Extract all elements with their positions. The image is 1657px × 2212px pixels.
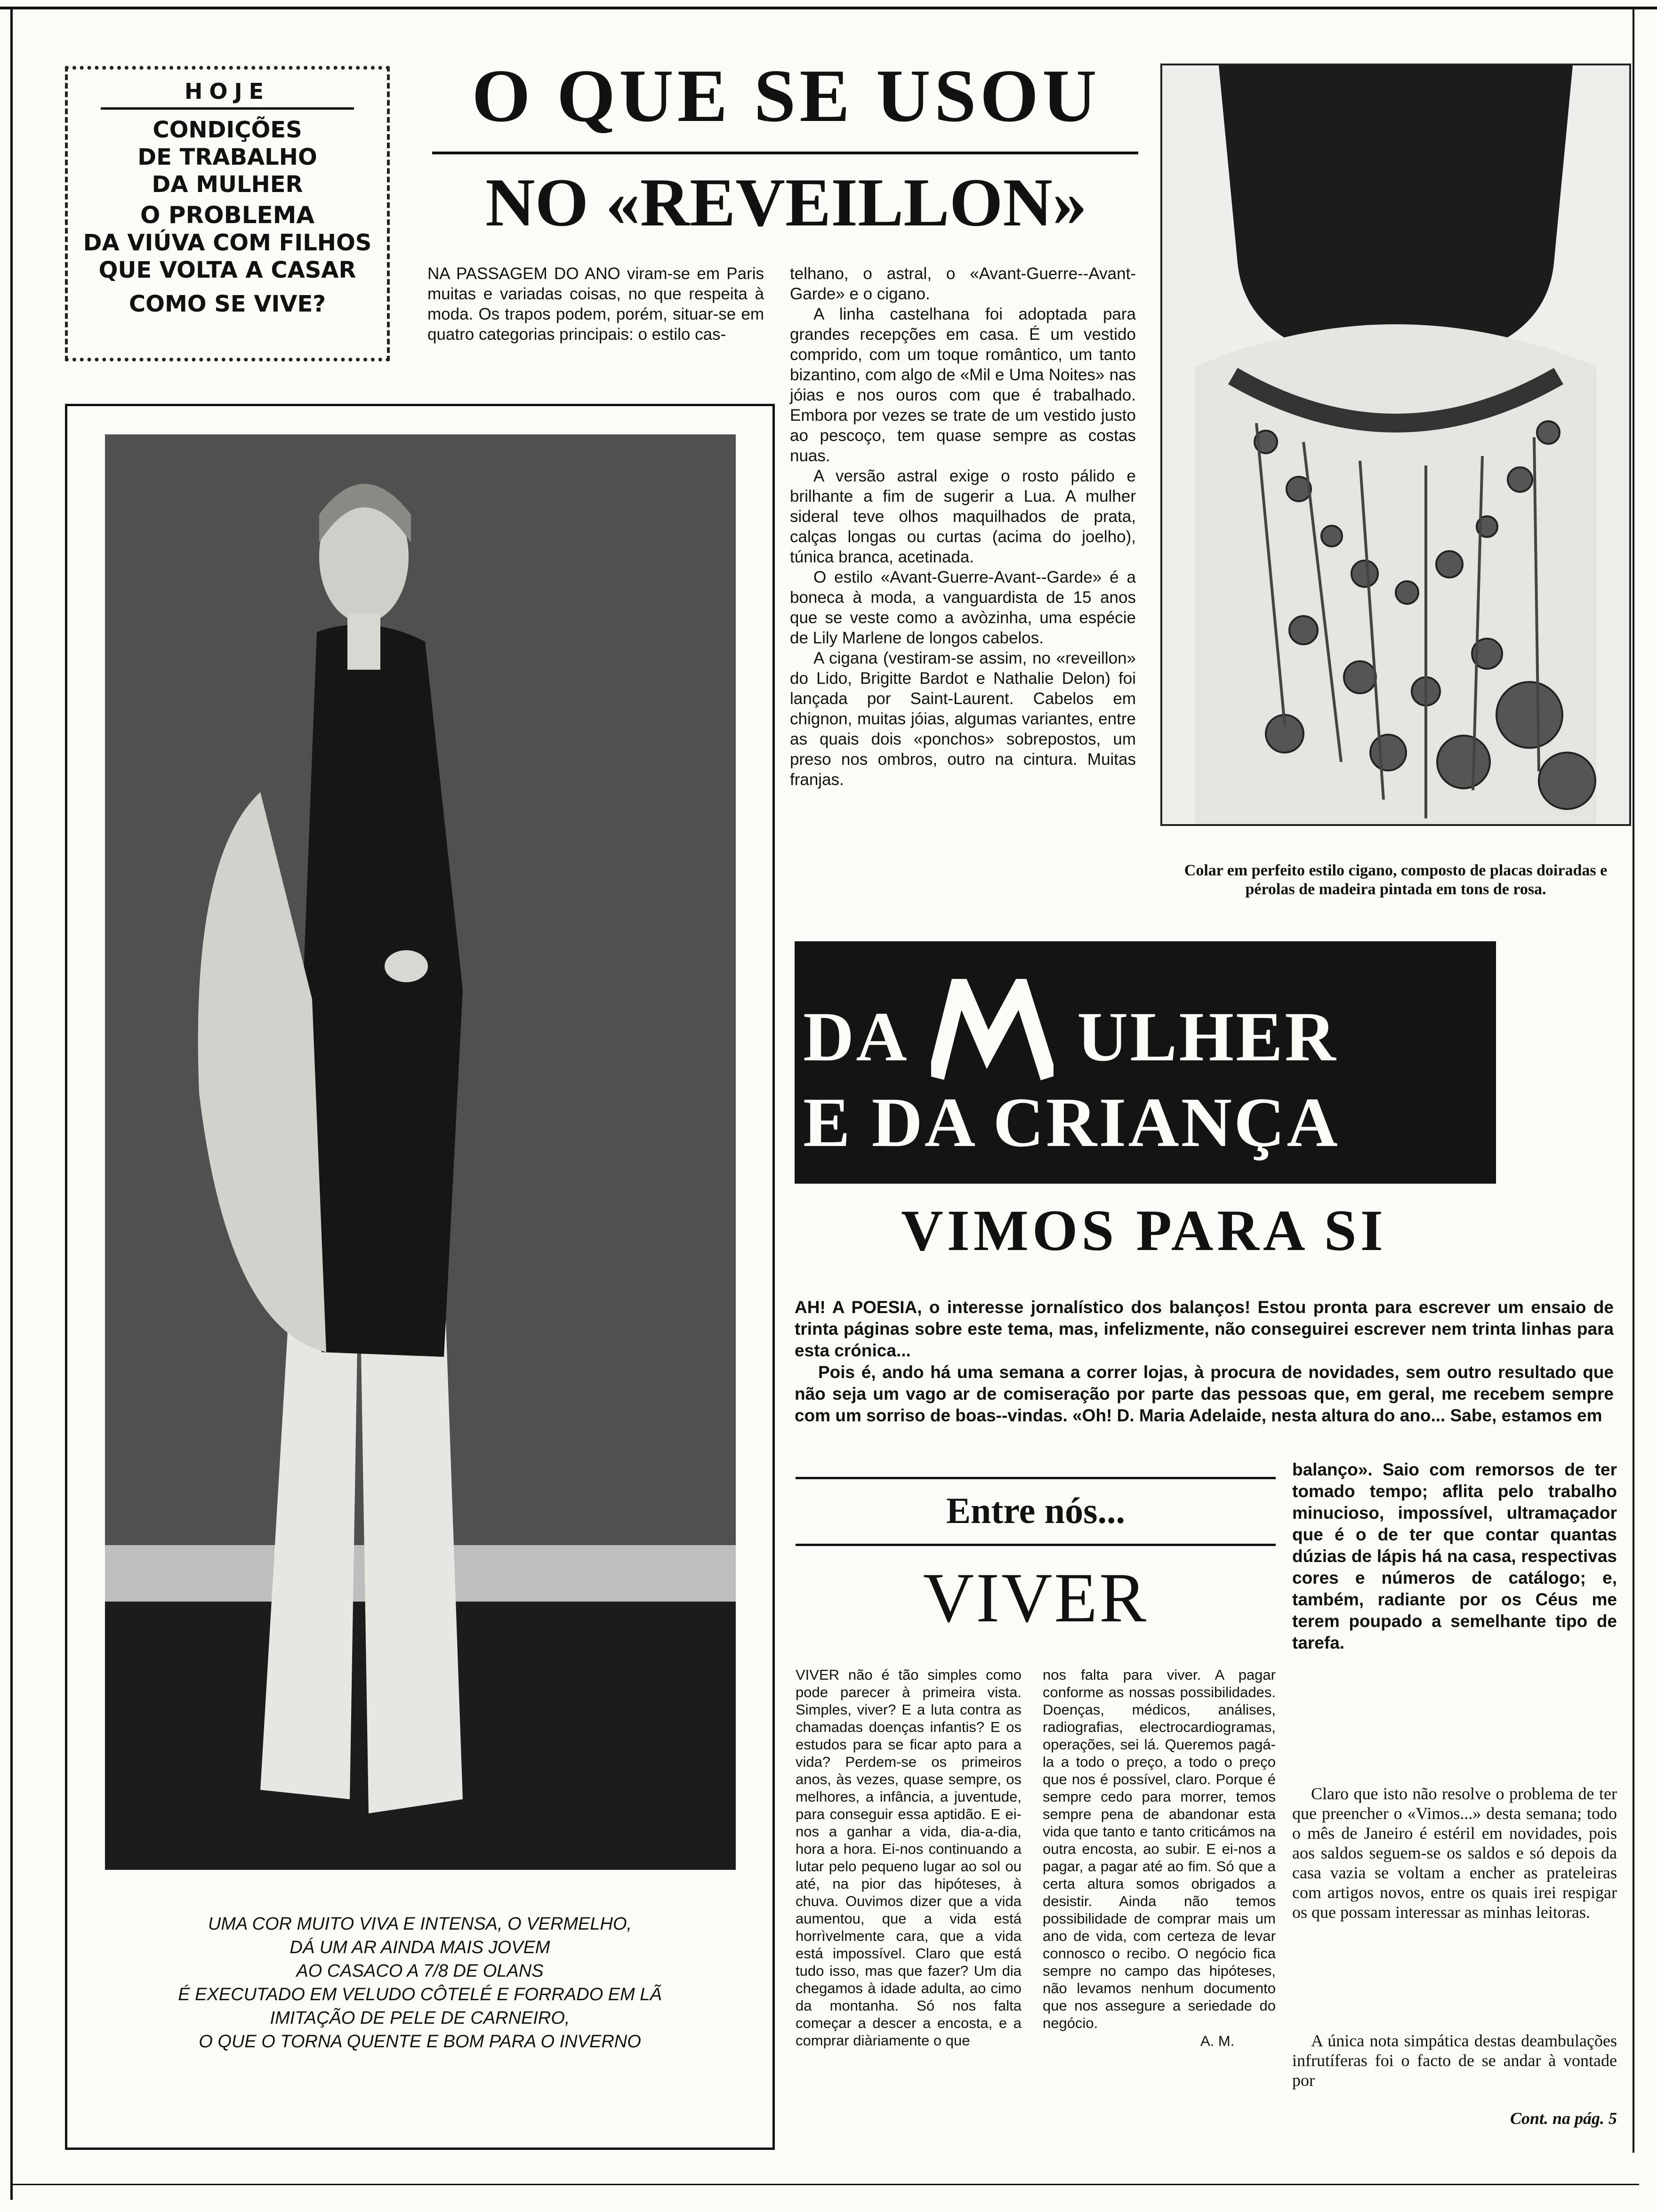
right-border [1633, 7, 1634, 2153]
headline-divider [432, 152, 1138, 154]
bottom-border [10, 2184, 1639, 2185]
viver-headline: VIVER [923, 1559, 1149, 1637]
reveillon-paragraph: A cigana (vestiram-se assim, no «reveillon» do Lido, Brigitte Bardot e Nathalie Delon) foi lançada por Saint-Laurent. Cabelos em chignon, muitas jóias, algumas variantes, entre as quais dois «ponchos» sobrepostos, um preso nos ombros, outro na cintura. Muitas franjas. [790, 649, 1136, 789]
vimos-right-column-p3: A única nota simpática destas deambulações infrutíferas foi o facto de se andar à vontade por [1292, 2031, 1617, 2090]
hoje-item: COMO SE VIVE? [129, 291, 326, 317]
hoje-item: DE TRABALHO [137, 144, 317, 170]
vimos-paragraph: AH! A POESIA, o interesse jornalístico dos balanços! Estou pronta para escrever um ensaio de trinta páginas sobre este tema, mas, infelizmente, não conseguirei escrever nem trinta linhas para esta crónica... [795, 1298, 1614, 1360]
photo-caption-line: DÁ UM AR AINDA MAIS JOVEM [290, 1938, 550, 1957]
vimos-intro [795, 1297, 1614, 1427]
viver-kicker: Entre nós... [946, 1490, 1125, 1531]
photo-caption-line: É EXECUTADO EM VELUDO CÔTELÉ E FORRADO EM LÃ [178, 1985, 662, 2004]
section-banner [795, 941, 1496, 1184]
viver-rule-top [796, 1477, 1276, 1479]
left-border [10, 7, 13, 2200]
necklace-photo [1162, 65, 1629, 824]
hoje-item: DA VIÚVA COM FILHOS [83, 230, 372, 256]
reveillon-headline-1: O QUE SE USOU [472, 54, 1101, 137]
vimos-right-column-p2: Claro que isto não resolve o problema de ter que preencher o «Vimos...» desta semana; todo o mês de Janeiro é estéril em novidades, pois aos saldos seguem-se os saldos e só depois da casa vazia se voltam a encher as prateleiras com artigos novos, entre os quais irei respigar os que possam interessar as minhas leitoras. [1292, 1784, 1617, 1922]
fashion-photo-box [65, 404, 775, 2150]
banner-line-2: E DA CRIANÇA [803, 1083, 1340, 1162]
viver-signature: A. M. [1200, 2033, 1235, 2049]
continued-note: Cont. na pág. 5 [1510, 2109, 1617, 2128]
hoje-label: HOJE [184, 79, 271, 104]
necklace-photo-frame [1160, 64, 1631, 826]
reveillon-paragraph: A linha castelhana foi adoptada para grandes recepções em casa. É um vestido comprido, com um toque romântico, um tanto bizantino, com algo de «Mil e Uma Noites» nas jóias e nos ouros com que é trabalhado. Embora por vezes se trate de um vestido justo ao pescoço, tem quase sempre as costas nuas. [790, 305, 1136, 465]
reveillon-paragraph: NA PASSAGEM DO ANO viram-se em Paris muitas e variadas coisas, no que respeita à moda. Os trapos podem, porém, situar-se em quatro categorias principais: o estilo cas- [427, 264, 764, 344]
hoje-item: O PROBLEMA [140, 201, 315, 229]
fashion-photo [105, 434, 736, 1870]
photo-caption-line: IMITAÇÃO DE PELE DE CARNEIRO, [270, 2008, 570, 2028]
hoje-item: CONDIÇÕES [153, 117, 302, 143]
photo-caption-line: O QUE O TORNA QUENTE E BOM PARA O INVERNO [199, 2032, 641, 2052]
banner-line-1-right: ULHER [1077, 998, 1338, 1076]
hoje-rule [101, 107, 354, 110]
vimos-paragraph: Pois é, ando há uma semana a correr lojas, à procura de novidades, sem outro resultado que não seja um vago ar de comiseração por parte das pessoas que, em geral, me recebem sempre com um sorriso de boas--vindas. «Oh! D. Maria Adelaide, nesta altura do ano... Sabe, estamos em [795, 1362, 1614, 1425]
banner-line-1-left: DA [803, 998, 909, 1076]
hoje-box [65, 66, 390, 361]
vimos-headline: VIMOS PARA SI [901, 1198, 1387, 1263]
reveillon-column-1 [427, 264, 764, 345]
vimos-right-column-bold: balanço». Saio com remorsos de ter tomado tempo; aflita pelo trabalho minucioso, impossível, ultramaçador que é o de ter que contar quantas dúzias de lápis há na casa, respectivas cores e números de catálogo; e, também, radiante por os Céus me terem poupado a semelhante tipo de tarefa. [1292, 1460, 1617, 1652]
reveillon-headline-2: NO «REVEILLON» [485, 164, 1087, 240]
banner-m-letter [931, 979, 1054, 1087]
reveillon-column-2 [790, 264, 1136, 790]
hoje-item: QUE VOLTA A CASAR [98, 257, 356, 283]
reveillon-paragraph: O estilo «Avant-Guerre-Avant--Garde» é a boneca à moda, a vanguardista de 15 anos que se veste como a avòzinha, uma espécie de Lily Marlene de longos cabelos. [790, 568, 1136, 647]
reveillon-paragraph: A versão astral exige o rosto pálido e brilhante a fim de sugerir a Lua. A mulher sideral teve olhos maquilhados de prata, calças longas ou curtas (acima do joelho), túnica branca, acetinada. [790, 467, 1136, 566]
photo-caption-line: AO CASACO A 7/8 DE OLANS [296, 1961, 544, 1981]
necklace-caption: Colar em perfeito estilo cigano, composto de placas doiradas e pérolas de madeira pintada em tons de rosa. [1184, 862, 1608, 898]
viver-column-2: nos falta para viver. A pagar conforme as nossas possibilidades. Doenças, médicos, análises, radiografias, electrocardiogramas, operações, sei lá. Queremos pagá-la a todo o preço, a todo o preço que nos é possível, claro. Porque é sempre cedo para morrer, temos sempre pena de abandonar esta vida que tanto e tanto criticámos na outra encosta, ao subir. E ei-nos a pagar, a pagar até ao fim. Só que a certa altura somos obrigados a desistir. Ainda não temos possibilidade de comprar mais um ano de vida, com certeza de levar connosco o recibo. O negócio fica sempre no campo das hipóteses, não levamos nenhum documento que nos assegure a seriedade do negócio. [1043, 1667, 1276, 2031]
viver-column-1: VIVER não é tão simples como pode parecer à primeira vista. Simples, viver? E a luta contra as chamadas doenças infantis? E os estudos para se ficar apto para a vida? Perdem-se os primeiros anos, às vezes, quase sempre, os melhores, a infância, a juventude, para conseguir essa aptidão. E ei-nos a ganhar a vida, dia-a-dia, hora a hora. Ei-nos continuando a lutar pelo pequeno lugar ao sol ou até, na pior das hipóteses, à chuva. Ouvimos dizer que a vida aumentou, que a vida está horrìvelmente cara, que a vida está impossível. Claro que está tudo isso, mas que fazer? Um dia chegamos à idade adulta, ao cimo da montanha. Só nos falta começar a descer a encosta, e a comprar diàriamente o que [796, 1667, 1022, 2049]
top-border [0, 7, 1657, 9]
photo-caption [77, 1912, 763, 2053]
viver-rule-bottom [796, 1544, 1276, 1546]
reveillon-paragraph: telhano, o astral, o «Avant-Guerre--Avant-Garde» e o cigano. [790, 264, 1136, 303]
photo-caption-line: UMA COR MUITO VIVA E INTENSA, O VERMELHO, [208, 1914, 632, 1934]
hoje-item: DA MULHER [152, 171, 303, 198]
